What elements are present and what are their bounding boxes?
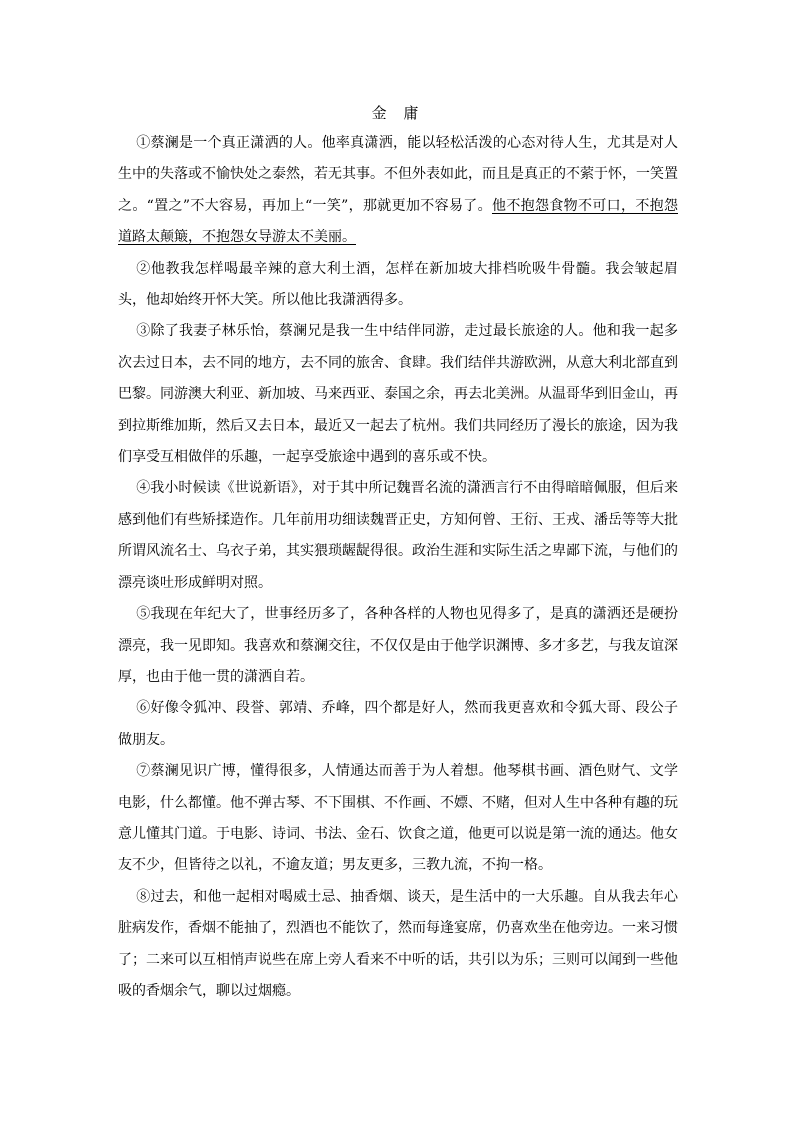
author-heading: 金 庸 (371, 104, 425, 122)
paragraph-6: ⑥好像令狐冲、段誉、郭靖、乔峰，四个都是好人，然而我更喜欢和令狐大哥、段公子做朋友。 (118, 700, 678, 748)
paragraph-1-underlined-sentence: 他不抱怨食物不可口，不抱怨道路太颠簸，不抱怨女导游太不美丽。 (118, 197, 678, 246)
paragraph-7: ⑦蔡澜见识广博，懂得很多，人情通达而善于为人着想。他琴棋书画、酒色财气、文学电影，什么都懂。他不弹古琴、不下围棋、不作画、不嫖、不赌，但对人生中各种有趣的玩意儿懂其门道。于电影、诗词、书法、金石、饮食之道，他更可以说是第一流的通达。他女友不少，但皆待之以礼，不逾友道；男友更多，三教九流，不拘一格。 (118, 763, 678, 874)
paragraph-4: ④我小时候读《世说新语》，对于其中所记魏晋名流的潇洒言行不由得暗暗佩服，但后来感到他们有些矫揉造作。几年前用功细读魏晋正史，方知何曾、王衍、王戎、潘岳等等大批所谓风流名士、乌衣子弟，其实猥琐龌龊得很。政治生涯和实际生活之卑鄙下流，与他们的漂亮谈吐形成鲜明对照。 (118, 480, 678, 591)
paragraph-1 (118, 128, 678, 254)
paragraph-1-text: ①蔡澜是一个真正潇洒的人。他率真潇洒，能以轻松活泼的心态对待人生，尤其是对人生中的失落或不愉快处之泰然，若无其事。不但外表如此，而且是真正的不萦于怀，一笑置之。“置之”不大容易，再加上“一笑”，那就更加不容易了。 (118, 135, 678, 214)
paragraph-5: ⑤我现在年纪大了，世事经历多了，各种各样的人物也见得多了，是真的潇洒还是硬扮漂亮，我一见即知。我喜欢和蔡澜交往，不仅仅是由于他学识渊博、多才多艺，与我友谊深厚，也由于他一贯的潇洒自若。 (118, 606, 678, 685)
paragraph-2: ②他教我怎样喝最辛辣的意大利土酒，怎样在新加坡大排档吮吸牛骨髓。我会皱起眉头，他却始终开怀大笑。所以他比我潇洒得多。 (118, 260, 678, 309)
paragraph-3: ③除了我妻子林乐怡，蔡澜兄是我一生中结伴同游，走过最长旅途的人。他和我一起多次去过日本，去不同的地方，去不同的旅舍、食肆。我们结伴共游欧洲，从意大利北部直到巴黎。同游澳大利亚、新加坡、马来西亚、泰国之余，再去北美洲。从温哥华到旧金山，再到拉斯维加斯，然后又去日本，最近又一起去了杭州。我们共同经历了漫长的旅途，因为我们享受互相做伴的乐趣，一起享受旅途中遇到的喜乐或不快。 (118, 323, 678, 466)
paragraph-8: ⑧过去，和他一起相对喝威士忌、抽香烟、谈天，是生活中的一大乐趣。自从我去年心脏病发作，香烟不能抽了，烈酒也不能饮了，然而每逢宴席，仍喜欢坐在他旁边。一来习惯了；二来可以互相悄声说些在席上旁人看来不中听的话，共引以为乐；三则可以闻到一些他吸的香烟余气，聊以过烟瘾。 (118, 888, 678, 999)
document-page (118, 98, 678, 1007)
